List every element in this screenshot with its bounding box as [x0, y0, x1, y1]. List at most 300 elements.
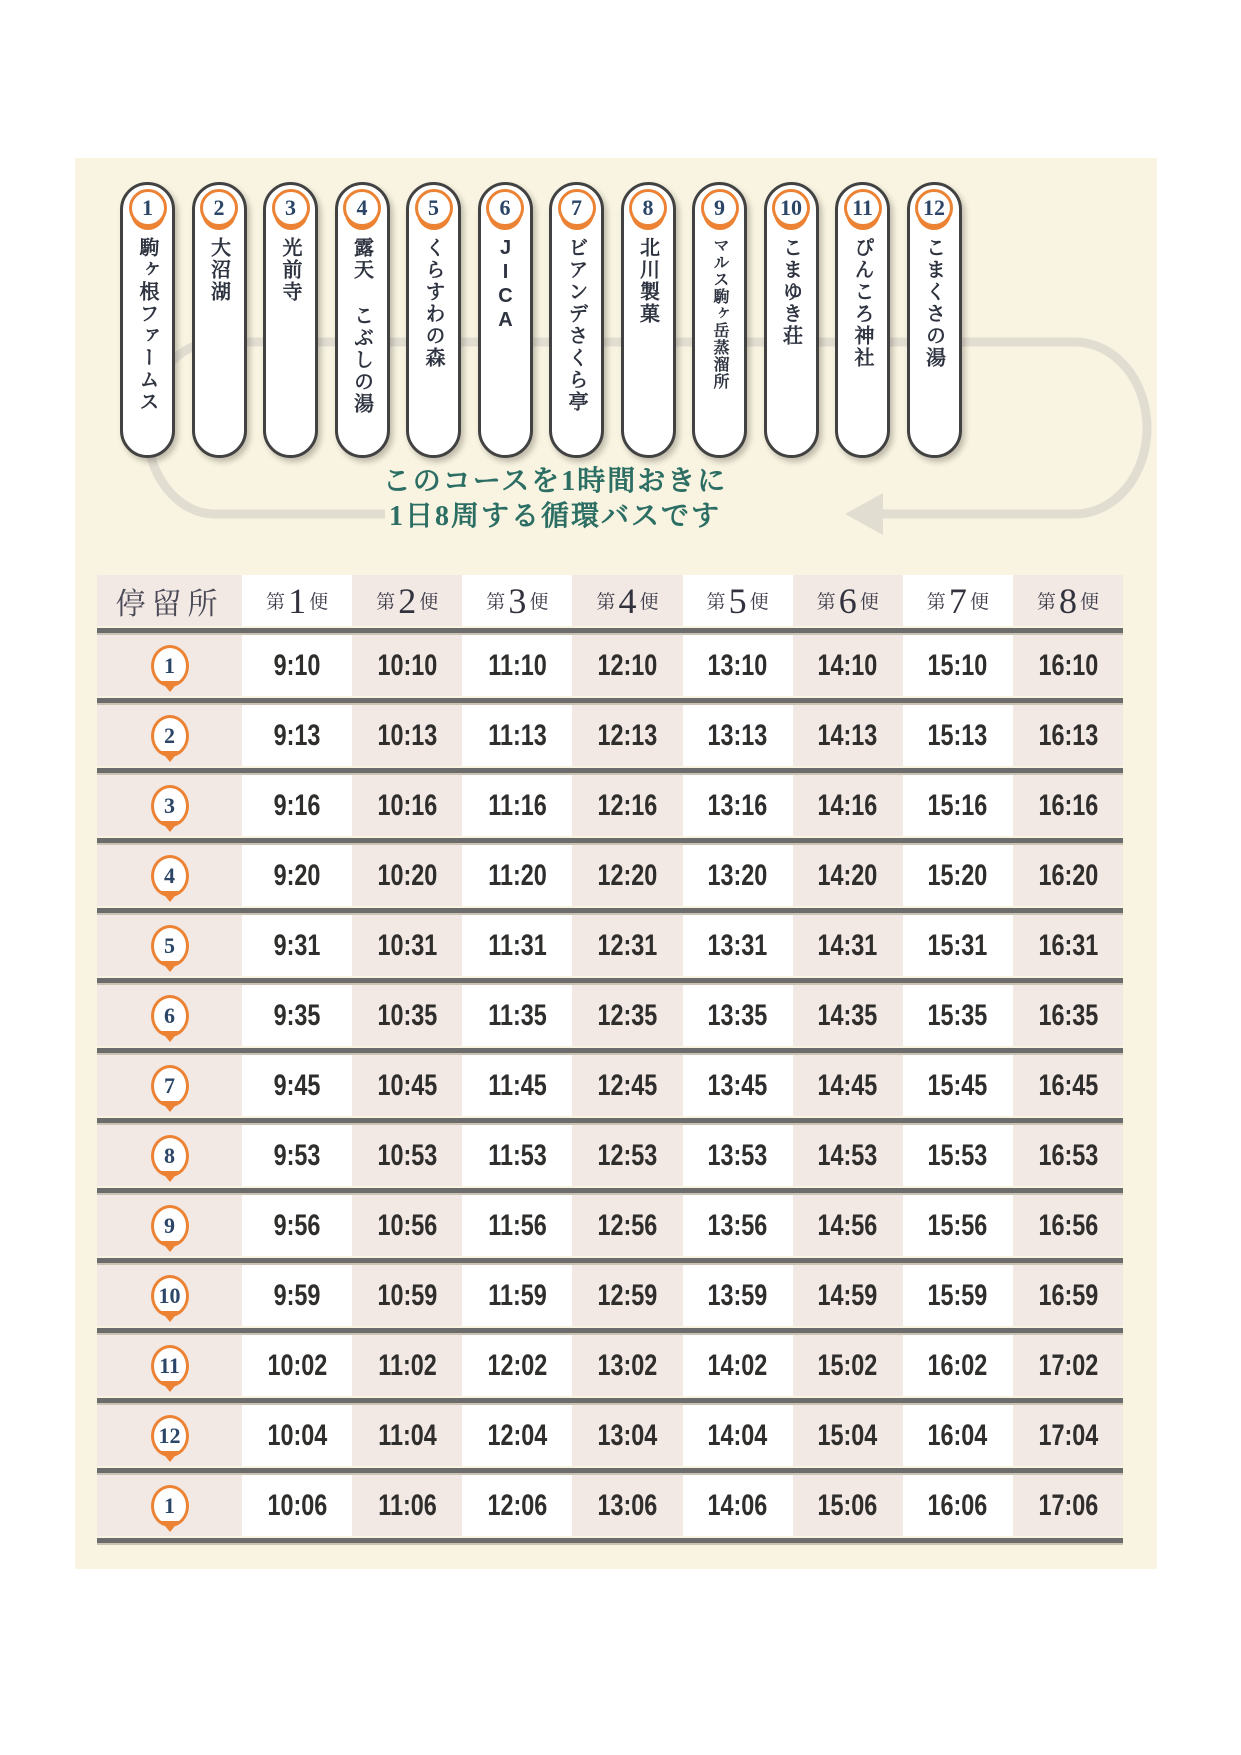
- time-value: 14:56: [817, 1208, 878, 1242]
- time-cell: [683, 775, 793, 836]
- time-value: 10:35: [377, 998, 438, 1032]
- time-value: 15:13: [927, 718, 988, 752]
- time-cell: [242, 1335, 352, 1396]
- time-cell: [352, 915, 462, 976]
- run-column-header: [903, 575, 1013, 626]
- time-value: 14:35: [817, 998, 878, 1032]
- time-cell: [242, 915, 352, 976]
- time-cell: [572, 1405, 682, 1466]
- stop-cell: [97, 1475, 242, 1536]
- course-caption: [245, 464, 865, 534]
- row-divider: [97, 1398, 1123, 1403]
- stop-pin-badge: [151, 785, 189, 827]
- stop-pin-badge: [151, 1485, 189, 1527]
- time-cell: [903, 775, 1013, 836]
- time-value: 16:35: [1038, 998, 1098, 1032]
- time-cell: [462, 1125, 572, 1186]
- row-divider: [97, 978, 1123, 983]
- time-value: 10:02: [267, 1348, 327, 1382]
- stop-number: 1: [164, 652, 175, 678]
- row-divider: [97, 698, 1123, 703]
- run-header-number: 1: [288, 580, 307, 621]
- time-value: 9:10: [273, 648, 321, 682]
- stop-name: 光前寺: [279, 237, 301, 303]
- run-column-header: [572, 575, 682, 626]
- time-cell: [242, 985, 352, 1046]
- time-cell: [793, 1405, 903, 1466]
- time-cell: [1013, 705, 1123, 766]
- route-stop-pill: [406, 182, 461, 458]
- run-header-prefix: 第: [486, 592, 506, 613]
- stop-name: 露天 こぶしの湯: [350, 237, 373, 415]
- time-value: 11:35: [488, 998, 547, 1032]
- time-cell: [352, 985, 462, 1046]
- stop-number-badge: [415, 189, 453, 227]
- timetable-panel: [75, 158, 1157, 1569]
- time-cell: [572, 1265, 682, 1326]
- time-value: 11:56: [488, 1208, 547, 1242]
- stop-number: 12: [923, 195, 945, 220]
- stop-number: 11: [852, 195, 873, 220]
- run-header-suffix: 便: [859, 592, 879, 613]
- stop-number: 2: [164, 722, 175, 748]
- time-value: 9:45: [273, 1068, 321, 1102]
- row-divider: [97, 1468, 1123, 1473]
- time-cell: [683, 1335, 793, 1396]
- time-value: 9:13: [273, 718, 321, 752]
- time-value: 9:56: [273, 1208, 321, 1242]
- row-divider: [97, 628, 1123, 633]
- run-header-prefix: 第: [1036, 592, 1056, 613]
- stops-column-header: 停留所: [97, 575, 242, 626]
- time-cell: [903, 705, 1013, 766]
- timetable-row: [97, 1125, 1123, 1186]
- stop-cell: [97, 705, 242, 766]
- timetable-row: [97, 775, 1123, 836]
- time-cell: [462, 1055, 572, 1116]
- run-column-header: [462, 575, 572, 626]
- row-divider: [97, 1048, 1123, 1053]
- row-divider: [97, 1118, 1123, 1123]
- time-cell: [462, 1405, 572, 1466]
- time-value: 13:02: [597, 1348, 658, 1382]
- time-cell: [462, 1335, 572, 1396]
- stop-number: 1: [142, 195, 153, 220]
- time-cell: [1013, 915, 1123, 976]
- time-cell: [572, 1475, 682, 1536]
- time-cell: [903, 845, 1013, 906]
- run-column-header: [352, 575, 462, 626]
- stop-pin-badge: [151, 1275, 189, 1317]
- time-value: 15:45: [927, 1068, 988, 1102]
- time-cell: [903, 1265, 1013, 1326]
- stop-number: 7: [571, 195, 582, 220]
- row-divider: [97, 768, 1123, 773]
- stop-number: 11: [159, 1352, 180, 1378]
- time-cell: [242, 1055, 352, 1116]
- time-cell: [793, 845, 903, 906]
- time-value: 12:20: [597, 858, 658, 892]
- time-value: 10:59: [377, 1278, 438, 1312]
- stop-name: ビアンデさくら亭: [565, 237, 587, 413]
- run-header-number: 8: [1058, 580, 1077, 621]
- time-cell: [352, 705, 462, 766]
- time-cell: [903, 915, 1013, 976]
- time-value: 11:59: [488, 1278, 547, 1312]
- stop-name: こまゆき荘: [779, 237, 802, 347]
- time-value: 13:45: [707, 1068, 768, 1102]
- route-stop-pill: [692, 182, 747, 458]
- time-cell: [242, 1125, 352, 1186]
- time-value: 16:56: [1038, 1208, 1098, 1242]
- time-value: 11:45: [488, 1068, 547, 1102]
- time-value: 13:13: [707, 718, 768, 752]
- run-header-number: 2: [398, 580, 417, 621]
- time-cell: [683, 1405, 793, 1466]
- stop-pin-badge: [151, 1135, 189, 1177]
- time-value: 16:20: [1038, 858, 1098, 892]
- time-cell: [1013, 1335, 1123, 1396]
- time-cell: [242, 845, 352, 906]
- time-value: 13:10: [707, 648, 768, 682]
- time-value: 10:06: [267, 1488, 327, 1522]
- time-value: 17:06: [1038, 1488, 1098, 1522]
- row-divider: [97, 838, 1123, 843]
- time-value: 12:45: [597, 1068, 658, 1102]
- stop-name: こまくさの湯: [922, 237, 945, 369]
- timetable: [97, 575, 1123, 1545]
- route-stop-pill: [621, 182, 676, 458]
- stop-name: ぴんころ神社: [851, 237, 873, 369]
- stop-number: 10: [780, 195, 802, 220]
- time-value: 13:59: [707, 1278, 768, 1312]
- run-column-header: [793, 575, 903, 626]
- stop-cell: [97, 775, 242, 836]
- time-cell: [683, 1055, 793, 1116]
- time-value: 9:20: [273, 858, 321, 892]
- time-cell: [683, 915, 793, 976]
- time-cell: [352, 1335, 462, 1396]
- run-header-prefix: 第: [816, 592, 836, 613]
- timetable-row: [97, 915, 1123, 976]
- stop-number-badge: [272, 189, 310, 227]
- time-value: 14:10: [817, 648, 878, 682]
- time-cell: [903, 1195, 1013, 1256]
- stop-name: 北川製菓: [636, 237, 659, 325]
- time-value: 11:13: [488, 718, 547, 752]
- time-value: 12:53: [597, 1138, 658, 1172]
- time-cell: [572, 775, 682, 836]
- time-cell: [242, 635, 352, 696]
- timetable-row: [97, 1265, 1123, 1326]
- time-cell: [793, 1055, 903, 1116]
- time-value: 14:45: [817, 1068, 878, 1102]
- stop-cell: [97, 1265, 242, 1326]
- time-cell: [242, 1195, 352, 1256]
- stop-pin-badge: [151, 1415, 189, 1457]
- time-value: 12:13: [597, 718, 658, 752]
- route-stop-pill: [192, 182, 247, 458]
- stop-pin-badge: [151, 925, 189, 967]
- timetable-body: [97, 628, 1123, 1543]
- stop-number-badge: [844, 189, 882, 227]
- time-value: 9:59: [273, 1278, 321, 1312]
- timetable-row: [97, 845, 1123, 906]
- time-value: 11:31: [488, 928, 547, 962]
- time-cell: [793, 1265, 903, 1326]
- stop-number: 3: [164, 792, 175, 818]
- route-stop-pill: [263, 182, 318, 458]
- run-header-suffix: 便: [529, 592, 549, 613]
- time-value: 9:16: [273, 788, 321, 822]
- stop-number: 7: [164, 1072, 175, 1098]
- time-cell: [352, 1265, 462, 1326]
- time-cell: [572, 1125, 682, 1186]
- run-header-prefix: 第: [596, 592, 616, 613]
- time-value: 9:31: [273, 928, 321, 962]
- route-stop-pill: [764, 182, 819, 458]
- route-map: [75, 158, 1157, 568]
- time-cell: [462, 1265, 572, 1326]
- run-header-number: 5: [728, 580, 747, 621]
- time-value: 12:59: [597, 1278, 658, 1312]
- time-cell: [903, 1475, 1013, 1536]
- stop-number: 1: [164, 1492, 175, 1518]
- run-header-prefix: 第: [376, 592, 396, 613]
- stop-pin-badge: [151, 995, 189, 1037]
- stop-number: 9: [714, 195, 725, 220]
- run-header-suffix: 便: [639, 592, 659, 613]
- timetable-row: [97, 1195, 1123, 1256]
- route-stop-pill: [120, 182, 175, 458]
- stop-number-badge: [629, 189, 667, 227]
- route-stops: [120, 182, 962, 458]
- run-header-suffix: 便: [419, 592, 439, 613]
- route-stop-pill: [907, 182, 962, 458]
- stop-number: 2: [213, 195, 225, 220]
- time-cell: [352, 1405, 462, 1466]
- run-header-suffix: 便: [969, 592, 989, 613]
- time-value: 10:20: [377, 858, 438, 892]
- row-divider: [97, 908, 1123, 913]
- stop-number: 9: [164, 1212, 175, 1238]
- time-value: 13:56: [707, 1208, 768, 1242]
- time-value: 10:53: [377, 1138, 438, 1172]
- time-cell: [572, 985, 682, 1046]
- time-value: 12:06: [487, 1488, 548, 1522]
- time-value: 10:45: [377, 1068, 438, 1102]
- time-value: 11:04: [377, 1418, 437, 1452]
- time-value: 15:06: [817, 1488, 878, 1522]
- time-value: 10:31: [377, 928, 438, 962]
- time-cell: [242, 705, 352, 766]
- time-cell: [683, 1265, 793, 1326]
- time-cell: [572, 915, 682, 976]
- stop-number-badge: [486, 189, 524, 227]
- run-header-prefix: 第: [926, 592, 946, 613]
- time-value: 16:45: [1038, 1068, 1098, 1102]
- time-cell: [1013, 775, 1123, 836]
- course-caption-line1: このコースを1時間おきに: [382, 466, 728, 497]
- time-cell: [352, 1055, 462, 1116]
- stop-number: 8: [642, 195, 654, 220]
- run-column-header: [1013, 575, 1123, 626]
- time-value: 9:35: [273, 998, 321, 1032]
- time-value: 14:53: [817, 1138, 878, 1172]
- time-value: 16:16: [1038, 788, 1098, 822]
- stop-cell: [97, 1195, 242, 1256]
- time-cell: [793, 1195, 903, 1256]
- time-value: 13:53: [707, 1138, 768, 1172]
- time-cell: [242, 1265, 352, 1326]
- time-value: 14:02: [707, 1348, 768, 1382]
- row-divider: [97, 1328, 1123, 1333]
- time-cell: [572, 635, 682, 696]
- time-value: 16:10: [1038, 648, 1098, 682]
- stop-cell: [97, 985, 242, 1046]
- time-cell: [242, 775, 352, 836]
- time-cell: [462, 635, 572, 696]
- row-divider: [97, 1188, 1123, 1193]
- time-cell: [572, 1335, 682, 1396]
- time-cell: [352, 635, 462, 696]
- time-value: 12:10: [597, 648, 658, 682]
- stop-number-badge: [701, 189, 739, 227]
- time-cell: [793, 915, 903, 976]
- timetable-row: [97, 1475, 1123, 1536]
- time-value: 12:35: [597, 998, 658, 1032]
- stop-pin-badge: [151, 1205, 189, 1247]
- timetable-row: [97, 985, 1123, 1046]
- time-value: 15:04: [817, 1418, 878, 1452]
- stop-number: 4: [356, 195, 368, 220]
- time-value: 10:10: [377, 648, 438, 682]
- timetable-row: [97, 635, 1123, 696]
- time-value: 11:16: [488, 788, 547, 822]
- time-cell: [572, 705, 682, 766]
- time-cell: [1013, 1405, 1123, 1466]
- time-value: 16:59: [1038, 1278, 1098, 1312]
- time-cell: [683, 1125, 793, 1186]
- time-cell: [903, 1125, 1013, 1186]
- stop-number: 3: [285, 195, 296, 220]
- time-cell: [462, 845, 572, 906]
- stop-number-badge: [129, 189, 167, 227]
- time-value: 16:53: [1038, 1138, 1098, 1172]
- time-value: 15:56: [927, 1208, 988, 1242]
- time-cell: [352, 1195, 462, 1256]
- run-header-number: 4: [618, 580, 637, 621]
- route-stop-pill: [335, 182, 390, 458]
- time-value: 13:06: [597, 1488, 658, 1522]
- time-cell: [1013, 1265, 1123, 1326]
- timetable-header-row: [97, 575, 1123, 626]
- time-value: 14:16: [817, 788, 878, 822]
- stop-name: マルス駒ヶ岳蒸溜所: [711, 237, 728, 390]
- stop-number: 4: [164, 862, 175, 888]
- time-cell: [352, 775, 462, 836]
- time-value: 15:20: [927, 858, 988, 892]
- stop-number-badge: [915, 189, 953, 227]
- time-cell: [1013, 1055, 1123, 1116]
- stop-number-badge: [343, 189, 381, 227]
- timetable-row: [97, 705, 1123, 766]
- stop-number: 8: [164, 1142, 175, 1168]
- stop-pin-badge: [151, 855, 189, 897]
- run-header-number: 7: [948, 580, 967, 621]
- time-value: 14:04: [707, 1418, 768, 1452]
- route-stop-pill: [478, 182, 533, 458]
- time-cell: [1013, 845, 1123, 906]
- time-value: 15:59: [927, 1278, 988, 1312]
- time-value: 16:31: [1038, 928, 1098, 962]
- time-cell: [793, 1475, 903, 1536]
- time-cell: [1013, 985, 1123, 1046]
- time-cell: [462, 1475, 572, 1536]
- time-cell: [683, 705, 793, 766]
- stop-cell: [97, 845, 242, 906]
- stop-cell: [97, 1125, 242, 1186]
- time-cell: [683, 985, 793, 1046]
- time-value: 14:20: [817, 858, 878, 892]
- stop-pin-badge: [151, 1345, 189, 1387]
- time-value: 15:16: [927, 788, 988, 822]
- run-header-number: 6: [838, 580, 857, 621]
- stop-number-badge: [558, 189, 596, 227]
- stop-cell: [97, 1055, 242, 1116]
- time-value: 16:13: [1038, 718, 1098, 752]
- time-cell: [903, 1405, 1013, 1466]
- stop-number: 5: [428, 195, 439, 220]
- time-value: 16:04: [927, 1418, 988, 1452]
- time-cell: [572, 1195, 682, 1256]
- time-cell: [903, 985, 1013, 1046]
- time-cell: [903, 635, 1013, 696]
- run-header-prefix: 第: [706, 592, 726, 613]
- stop-cell: [97, 635, 242, 696]
- time-cell: [352, 1125, 462, 1186]
- time-value: 10:56: [377, 1208, 438, 1242]
- time-cell: [793, 1125, 903, 1186]
- time-cell: [462, 1195, 572, 1256]
- time-value: 15:53: [927, 1138, 988, 1172]
- stop-number-badge: [772, 189, 810, 227]
- time-value: 10:16: [377, 788, 438, 822]
- time-cell: [572, 1055, 682, 1116]
- time-cell: [462, 985, 572, 1046]
- time-value: 11:06: [377, 1488, 437, 1522]
- time-cell: [903, 1335, 1013, 1396]
- time-value: 11:53: [488, 1138, 547, 1172]
- time-cell: [903, 1055, 1013, 1116]
- time-cell: [462, 915, 572, 976]
- time-value: 11:02: [377, 1348, 437, 1382]
- time-value: 15:10: [927, 648, 988, 682]
- time-cell: [793, 775, 903, 836]
- row-divider: [97, 1258, 1123, 1263]
- row-divider: [97, 1538, 1123, 1543]
- time-cell: [683, 845, 793, 906]
- run-column-header: [242, 575, 352, 626]
- time-cell: [793, 985, 903, 1046]
- time-cell: [793, 635, 903, 696]
- time-cell: [242, 1475, 352, 1536]
- time-value: 14:06: [707, 1488, 768, 1522]
- time-value: 11:10: [488, 648, 547, 682]
- route-stop-pill: [835, 182, 890, 458]
- time-cell: [1013, 1125, 1123, 1186]
- time-value: 12:56: [597, 1208, 658, 1242]
